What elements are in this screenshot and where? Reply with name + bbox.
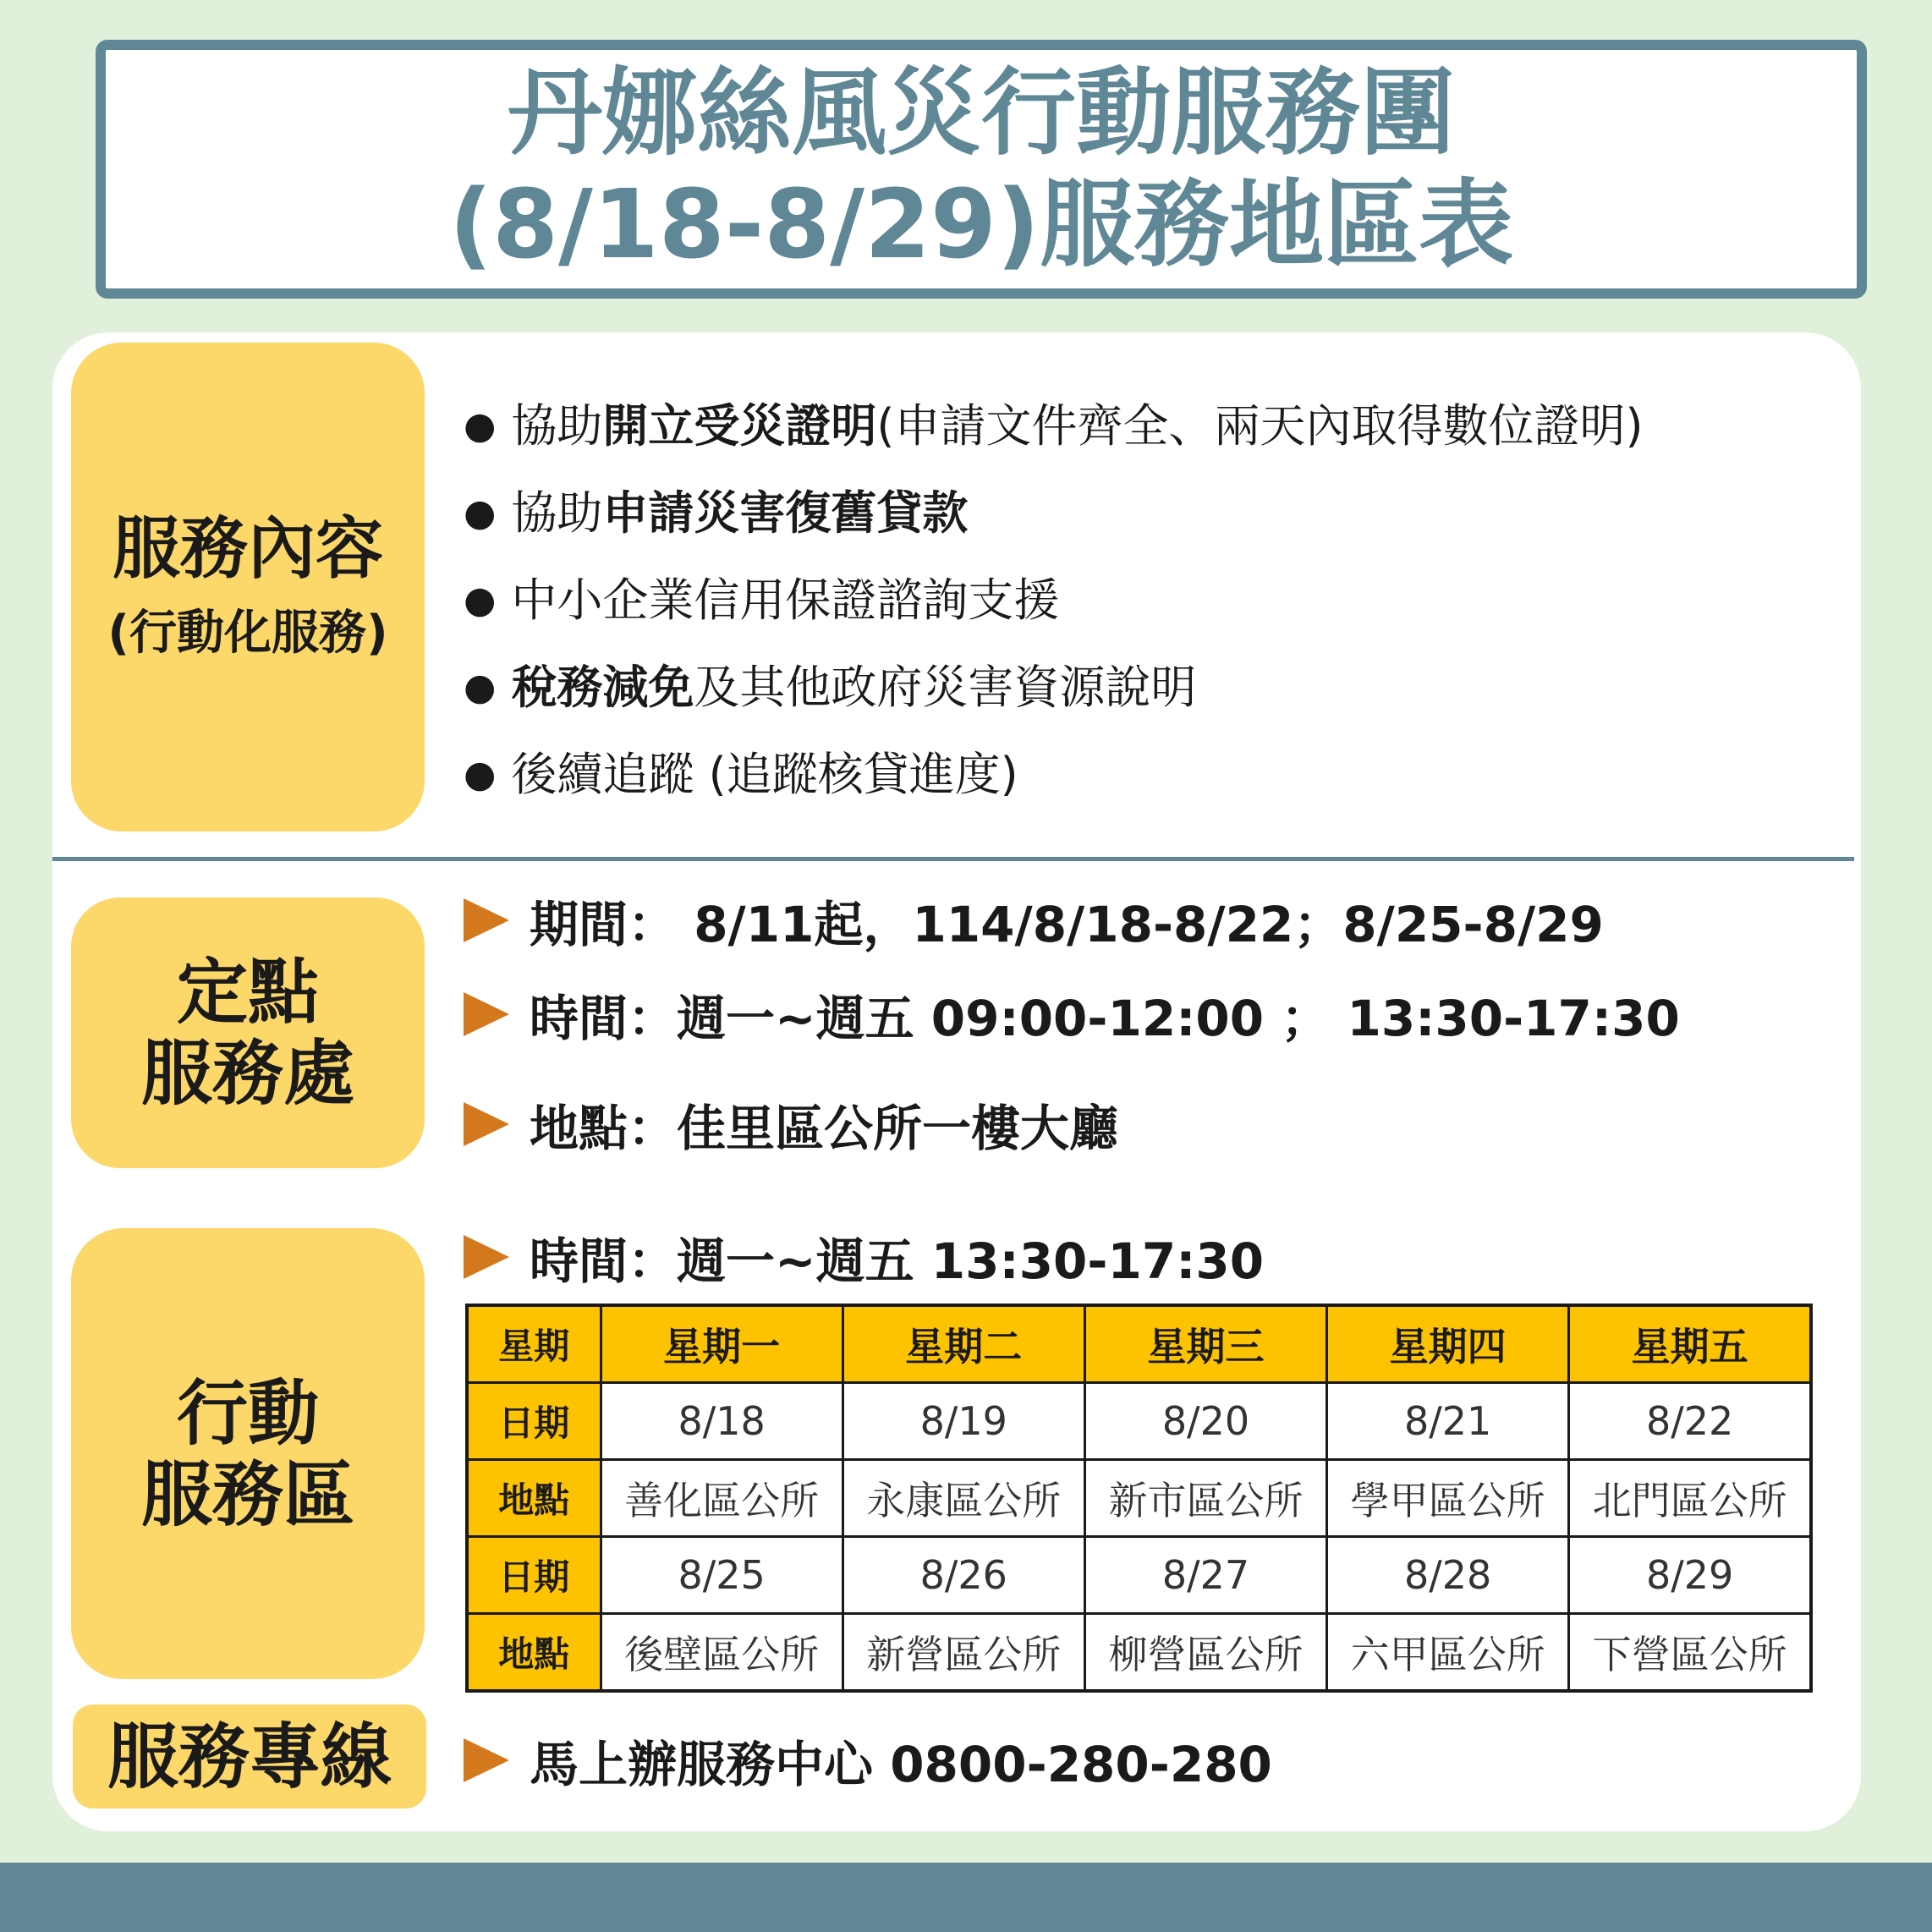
table-cell: 8/26 bbox=[843, 1537, 1084, 1614]
mobile-label-line1: 行動 bbox=[176, 1371, 319, 1455]
fixed-time-text: 時間：週一~週五 09:00-12:00 ； 13:30-17:30 bbox=[530, 990, 1680, 1047]
table-cell: 8/22 bbox=[1569, 1383, 1811, 1460]
table-row bbox=[467, 1537, 1811, 1614]
schedule-table bbox=[465, 1304, 1813, 1693]
table-cell: 新市區公所 bbox=[1084, 1460, 1326, 1537]
table-cell: 學甲區公所 bbox=[1327, 1460, 1569, 1537]
section-divider bbox=[52, 857, 1854, 861]
table-cell: 後壁區公所 bbox=[601, 1614, 843, 1692]
table-cell: 北門區公所 bbox=[1569, 1460, 1811, 1537]
bullet-dot-icon: ● bbox=[464, 665, 497, 709]
page-title-line2: (8/18-8/29)服務地區表 bbox=[448, 170, 1514, 280]
triangle-arrow-icon bbox=[464, 1102, 509, 1146]
mobile-label-line2: 服務區 bbox=[140, 1452, 354, 1536]
service-bullet bbox=[464, 382, 1851, 469]
table-cell: 新營區公所 bbox=[843, 1614, 1084, 1692]
table-header-row bbox=[467, 1305, 1811, 1383]
fixed-time bbox=[464, 980, 1680, 1048]
bullet-dot-icon: ● bbox=[464, 752, 497, 796]
service-bullet bbox=[464, 731, 1851, 818]
service-bullet-list bbox=[464, 382, 1851, 818]
table-header-cell: 星期四 bbox=[1327, 1305, 1569, 1383]
table-cell: 善化區公所 bbox=[601, 1460, 843, 1537]
table-cell: 8/18 bbox=[601, 1383, 843, 1460]
triangle-arrow-icon bbox=[464, 898, 509, 942]
table-cell: 8/29 bbox=[1569, 1537, 1811, 1614]
hotline-label-text: 服務專線 bbox=[107, 1715, 392, 1798]
title-box bbox=[96, 40, 1867, 299]
service-content-label bbox=[71, 343, 425, 832]
table-cell: 六甲區公所 bbox=[1327, 1614, 1569, 1692]
table-cell: 8/19 bbox=[843, 1383, 1084, 1460]
bullet-bold-text: 申請災害復舊貸款 bbox=[602, 486, 969, 540]
table-header-cell: 星期五 bbox=[1569, 1305, 1811, 1383]
service-bullet bbox=[464, 557, 1851, 644]
table-row-label: 日期 bbox=[467, 1383, 601, 1460]
table-row bbox=[467, 1460, 1811, 1537]
page-title-line1: 丹娜絲風災行動服務團 bbox=[508, 58, 1455, 168]
table-cell: 8/28 bbox=[1327, 1537, 1569, 1614]
bullet-dot-icon: ● bbox=[464, 491, 497, 535]
table-cell: 下營區公所 bbox=[1569, 1614, 1811, 1692]
table-cell: 柳營區公所 bbox=[1084, 1614, 1326, 1692]
fixed-point-label-line2: 服務處 bbox=[140, 1032, 354, 1115]
fixed-location-text: 地點：佳里區公所一樓大廳 bbox=[530, 1100, 1119, 1157]
mobile-time-text: 時間：週一~週五 13:30-17:30 bbox=[530, 1232, 1265, 1290]
table-cell: 永康區公所 bbox=[843, 1460, 1084, 1537]
table-row-label: 地點 bbox=[467, 1460, 601, 1537]
table-header-cell: 星期三 bbox=[1084, 1305, 1326, 1383]
fixed-period-text: 期間： 8/11起，114/8/18-8/22；8/25-8/29 bbox=[530, 896, 1604, 953]
mobile-service-label bbox=[71, 1228, 425, 1679]
bullet-text: 及其他政府災害資源說明 bbox=[694, 660, 1197, 714]
bullet-dot-icon: ● bbox=[464, 403, 497, 447]
triangle-arrow-icon bbox=[464, 1235, 509, 1279]
hotline-text: 馬上辦服務中心 0800-280-280 bbox=[530, 1736, 1272, 1793]
bullet-bold-text: 稅務減免 bbox=[511, 660, 694, 714]
triangle-arrow-icon bbox=[464, 1738, 509, 1782]
service-bullet bbox=[464, 469, 1851, 557]
fixed-location bbox=[464, 1090, 1118, 1158]
triangle-arrow-icon bbox=[464, 992, 509, 1036]
fixed-point-label bbox=[71, 897, 425, 1168]
bullet-text: 後續追蹤 (追蹤核貸進度) bbox=[511, 747, 1018, 801]
mobile-time bbox=[464, 1223, 1264, 1291]
hotline-label bbox=[73, 1704, 426, 1809]
bullet-text: 中小企業信用保證諮詢支援 bbox=[511, 573, 1060, 627]
table-cell: 8/27 bbox=[1084, 1537, 1326, 1614]
table-cell: 8/21 bbox=[1327, 1383, 1569, 1460]
table-cell: 8/25 bbox=[601, 1537, 843, 1614]
service-content-title: 服務內容 bbox=[113, 509, 383, 588]
table-header-cell: 星期一 bbox=[601, 1305, 843, 1383]
table-cell: 8/20 bbox=[1084, 1383, 1326, 1460]
bullet-text: 協助 bbox=[511, 398, 603, 453]
bullet-text: 協助 bbox=[511, 486, 603, 540]
service-bullet bbox=[464, 644, 1851, 731]
bullet-dot-icon: ● bbox=[464, 578, 497, 622]
bottom-band bbox=[0, 1863, 1932, 1932]
table-row bbox=[467, 1614, 1811, 1692]
table-row-label: 地點 bbox=[467, 1614, 601, 1692]
hotline-info bbox=[464, 1726, 1272, 1794]
fixed-point-label-line1: 定點 bbox=[176, 951, 319, 1034]
table-row bbox=[467, 1383, 1811, 1460]
table-header-cell: 星期二 bbox=[843, 1305, 1084, 1383]
bullet-text: (申請文件齊全、兩天內取得數位證明) bbox=[876, 398, 1644, 453]
bullet-bold-text: 開立受災證明 bbox=[602, 398, 877, 453]
table-row-label: 日期 bbox=[467, 1537, 601, 1614]
service-content-subtitle: (行動化服務) bbox=[107, 606, 388, 661]
table-header-cell: 星期 bbox=[467, 1305, 601, 1383]
fixed-period bbox=[464, 886, 1604, 954]
